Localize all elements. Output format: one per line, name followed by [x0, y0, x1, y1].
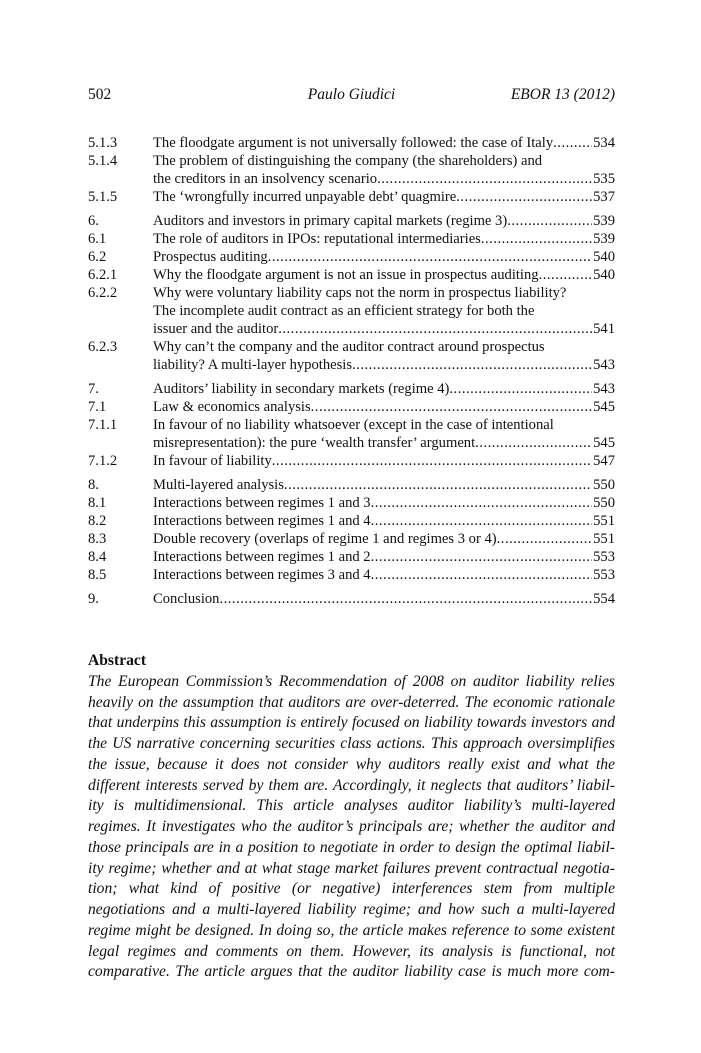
journal-citation: EBOR 13 (2012) [510, 86, 615, 103]
toc-leader-dots [272, 452, 592, 470]
toc-page-number: 543 [593, 357, 615, 373]
toc-section-number: 7.1.1 [88, 417, 118, 433]
toc-title: The ‘wrongfully incurred unpayable debt’ quagmire [153, 189, 457, 205]
abstract-line: that underpins this assumption is entirely focused on liability towards investors and [88, 714, 615, 732]
abstract-line: legal regimes and comments on them. However, its analysis is functional, not [88, 942, 615, 960]
toc-entry [88, 590, 615, 608]
toc-title: liability? A multi-layer hypothesis [153, 357, 353, 373]
toc-leader-dots [268, 248, 592, 266]
toc-section-number: 9. [88, 591, 99, 607]
toc-title: the creditors in an insolvency scenario [153, 171, 378, 187]
toc-leader-dots [481, 230, 592, 248]
toc-leader-dots [377, 170, 592, 188]
toc-entry [88, 230, 615, 248]
toc-entry [88, 338, 615, 374]
toc-entry [88, 152, 615, 188]
toc-section-number: 7.1 [88, 399, 107, 415]
toc-section-number: 8.5 [88, 567, 107, 583]
toc-title: Why the floodgate argument is not an issue in prospectus auditing [153, 267, 539, 283]
toc-page-number: 539 [593, 213, 615, 229]
toc-entry [88, 266, 615, 284]
toc-leader-dots [449, 380, 592, 398]
toc-leader-dots [475, 434, 592, 452]
toc-leader-dots [539, 266, 593, 284]
toc-leader-dots [456, 188, 592, 206]
toc-title: Multi-layered analysis [153, 477, 284, 493]
toc-entry [88, 134, 615, 152]
toc-title: issuer and the auditor [153, 321, 279, 337]
toc-entry [88, 566, 615, 584]
toc-page-number: 550 [593, 495, 615, 511]
toc-page-number: 547 [593, 453, 615, 469]
toc-title: Double recovery (overlaps of regime 1 and regimes 3 or 4) [153, 531, 497, 547]
toc-page-number: 539 [593, 231, 615, 247]
toc-section-number: 6.2 [88, 249, 107, 265]
toc-title: The role of auditors in IPOs: reputational intermediaries [153, 231, 481, 247]
toc-section-number: 8.1 [88, 495, 107, 511]
toc-title: Auditors’ liability in secondary markets (regime 4) [153, 381, 450, 397]
toc-title: The floodgate argument is not universally followed: the case of Italy [153, 135, 554, 151]
toc-entry [88, 188, 615, 206]
page-number: 502 [88, 86, 112, 103]
toc-section-number: 7. [88, 381, 99, 397]
toc-leader-dots [497, 530, 592, 548]
toc-section-number: 5.1.3 [88, 135, 118, 151]
toc-page-number: 550 [593, 477, 615, 493]
toc-entry [88, 452, 615, 470]
abstract-line: comparative. The article argues that the auditor liability case is much more com- [88, 963, 615, 981]
toc-leader-dots [371, 566, 593, 584]
toc-title: Why were voluntary liability caps not the norm in prospectus liability? [153, 285, 567, 301]
toc-entry [88, 398, 615, 416]
toc-title: In favour of no liability whatsoever (except in the case of intentional [153, 417, 554, 433]
abstract-line: ity regime; whether and at what stage market failures prevent contractual negotia- [88, 859, 615, 877]
toc-title: Auditors and investors in primary capital markets (regime 3) [153, 213, 508, 229]
toc-title: Prospectus auditing [153, 249, 268, 265]
toc-entry [88, 284, 615, 338]
toc-entry [88, 512, 615, 530]
toc-page-number: 534 [593, 135, 615, 151]
toc-page-number: 545 [593, 399, 615, 415]
toc-section-number: 5.1.4 [88, 153, 118, 169]
toc-leader-dots [219, 590, 592, 608]
toc-leader-dots [352, 356, 592, 374]
toc-entry [88, 476, 615, 494]
toc-section-number: 6.2.3 [88, 339, 118, 355]
toc-page-number: 537 [593, 189, 615, 205]
toc-page-number: 551 [593, 531, 615, 547]
toc-page-number: 554 [593, 591, 615, 607]
abstract-line: those principals are in a position to negotiate in order to design the optimal liabil- [88, 838, 615, 856]
toc-section-number: 6.1 [88, 231, 107, 247]
toc-title: Interactions between regimes 1 and 3 [153, 495, 371, 511]
toc-entry [88, 212, 615, 230]
toc-section-number: 5.1.5 [88, 189, 118, 205]
abstract-line: tion; what kind of positive (or negative) interferences stem from multiple [88, 880, 615, 898]
abstract-line: ity is multidimensional. This article analyses auditor liability’s multi-layered [88, 797, 615, 815]
abstract-line: different interests served by them are. Accordingly, it neglects that auditors’ liabil- [88, 776, 615, 794]
toc-page-number: 553 [593, 549, 615, 565]
toc-entry [88, 248, 615, 266]
abstract-line: The European Commission’s Recommendation of 2008 on auditor liability relies [88, 672, 615, 690]
toc-entry [88, 380, 615, 398]
toc-title: Why can’t the company and the auditor contract around prospectus [153, 339, 545, 355]
author-name: Paulo Giudici [307, 86, 396, 103]
toc-leader-dots [284, 476, 592, 494]
toc-section-number: 8.4 [88, 549, 107, 565]
abstract-line: the US narrative concerning securities class actions. This approach oversimplifies [88, 735, 615, 752]
toc-entry [88, 494, 615, 512]
abstract-line: negotiations and a multi-layered liability regime; and how such a multi-layered [88, 901, 615, 918]
abstract-line: regimes. It investigates who the auditor’s principals are; whether the auditor and [88, 818, 615, 835]
toc-section-number: 7.1.2 [88, 453, 118, 469]
abstract-line: the issue, because it does not consider why auditors really exist and what the [88, 755, 615, 773]
toc-leader-dots [311, 398, 592, 416]
toc-page-number: 535 [593, 171, 615, 187]
toc-page-number: 543 [593, 381, 615, 397]
abstract-line: heavily on the assumption that auditors are over-deterred. The economic rationale [88, 693, 615, 711]
toc-section-number: 8. [88, 477, 99, 493]
toc-title: The problem of distinguishing the company (the shareholders) and [153, 153, 543, 169]
toc-leader-dots [278, 320, 592, 338]
abstract-line: regime might be designed. In doing so, the article makes reference to some existent [88, 921, 615, 939]
toc-leader-dots [553, 134, 592, 152]
toc-title: misrepresentation): the pure ‘wealth transfer’ argument [153, 435, 476, 451]
toc-section-number: 8.3 [88, 531, 107, 547]
toc-page-number: 553 [593, 567, 615, 583]
toc-title: In favour of liability [153, 453, 272, 469]
toc-page-number: 541 [593, 321, 615, 337]
toc-title: Law & economics analysis [153, 399, 311, 415]
abstract-section [88, 651, 615, 983]
toc-title: The incomplete audit contract as an efficient strategy for both the [153, 303, 535, 319]
toc-leader-dots [371, 512, 593, 530]
running-header [88, 86, 615, 106]
toc-title: Conclusion [153, 591, 220, 607]
toc-page-number: 540 [593, 249, 615, 265]
table-of-contents [88, 134, 615, 608]
toc-entry [88, 548, 615, 566]
abstract-body [88, 672, 615, 983]
toc-section-number: 8.2 [88, 513, 107, 529]
toc-leader-dots [371, 494, 593, 512]
toc-title: Interactions between regimes 1 and 2 [153, 549, 371, 565]
toc-page-number: 551 [593, 513, 615, 529]
toc-page-number: 540 [593, 267, 615, 283]
toc-section-number: 6.2.1 [88, 267, 118, 283]
toc-leader-dots [507, 212, 592, 230]
abstract-heading: Abstract [88, 652, 147, 669]
toc-leader-dots [371, 548, 593, 566]
toc-title: Interactions between regimes 1 and 4 [153, 513, 371, 529]
toc-section-number: 6.2.2 [88, 285, 118, 301]
toc-page-number: 545 [593, 435, 615, 451]
toc-entry [88, 530, 615, 548]
toc-entry [88, 416, 615, 452]
toc-section-number: 6. [88, 213, 99, 229]
toc-title: Interactions between regimes 3 and 4 [153, 567, 371, 583]
